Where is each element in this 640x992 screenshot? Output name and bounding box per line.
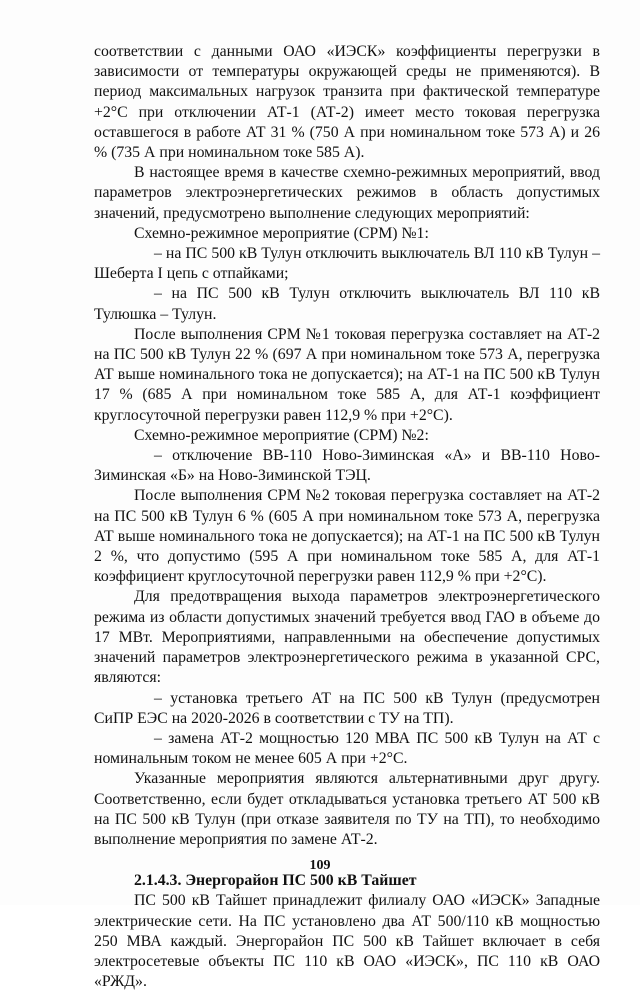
paragraph-5: Схемно-режимное мероприятие (СРМ) №2: (134, 426, 429, 444)
list-item-5: – замена АТ-2 мощностью 120 МВА ПС 500 кВ Тулун на АТ с номинальным током не менее 605 А при +2°С. (94, 729, 600, 768)
document-body (94, 42, 600, 992)
paragraph-7: Для предотвращения выхода параметров электроэнергетического режима из области допустимых значений требуется ввод ГАО в объеме до 17 МВт. Мероприятиями, направленными на обеспечение допустимых значений параметров электроэнергетического режима в указанной СРС, являются: (94, 588, 600, 687)
paragraph-3: Схемно-режимное мероприятие (СРМ) №1: (134, 224, 429, 242)
paragraph-8: Указанные мероприятия являются альтернативными друг другу. Соответственно, если будет откладываться установка третьего АТ 500 кВ на ПС 500 кВ Тулун (при отказе заявителя по ТУ на ТП), то необходимо выполнение мероприятия по замене АТ-2. (94, 770, 600, 848)
paragraph-1: соответствии с данными ОАО «ИЭСК» коэффициенты перегрузки в зависимости от температуры окружающей среды не применяются). В период максимальных нагрузок транзита при фактической температуре +2°С при отключении АТ-1 (АТ-2) имеет место токовая перегрузка оставшегося в работе АТ 31 % (750 А при номинальном токе 573 А) и 26 % (735 А при номинальном токе 585 А). (94, 43, 600, 162)
list-item-1: – на ПС 500 кВ Тулун отключить выключатель ВЛ 110 кВ Тулун – Шеберта I цепь с отпайками; (94, 245, 600, 283)
list-item-3: – отключение ВВ-110 Ново-Зиминская «А» и ВВ-110 Ново-Зиминская «Б» на Ново-Зиминской ТЭЦ. (94, 447, 600, 485)
paragraph-6: После выполнения СРМ №2 токовая перегрузка составляет на АТ-2 на ПС 500 кВ Тулун 6 % (605 А при номинальном токе 573 А, перегрузка АТ выше номинального тока не допускается); на АТ-1 на ПС 500 кВ Тулун 2 %, что допустимо (595 А при номинальном токе 585 А, для АТ-1 коэффициент круглосуточной перегрузки равен 112,9 % при +2°С). (94, 487, 600, 586)
paragraph-9: ПС 500 кВ Тайшет принадлежит филиалу ОАО «ИЭСК» Западные электрические сети. На ПС установлено два АТ 500/110 кВ мощностью 250 МВА каждый. Энергорайон ПС 500 кВ Тайшет включает в себя электросетевые объекты ПС 110 кВ ОАО «ИЭСК», ПС 110 кВ ОАО «РЖД». (94, 892, 600, 991)
list-item-2: – на ПС 500 кВ Тулун отключить выключатель ВЛ 110 кВ Тулюшка – Тулун. (94, 285, 600, 323)
list-item-4: – установка третьего АТ на ПС 500 кВ Тулун (предусмотрен СиПР ЕЭС на 2020-2026 в соответствии с ТУ на ТП). (94, 689, 600, 727)
paragraph-2: В настоящее время в качестве схемно-режимных мероприятий, ввод параметров электроэнергетических режимов в область допустимых значений, предусмотрено выполнение следующих мероприятий: (94, 164, 600, 222)
paragraph-4: После выполнения СРМ №1 токовая перегрузка составляет на АТ-2 на ПС 500 кВ Тулун 22 % (697 А при номинальном токе 573 А, перегрузка АТ выше номинального тока не допускается); на АТ-1 на ПС 500 кВ Тулун 17 % (685 А при номинальном токе 585 А, для АТ-1 коэффициент круглосуточной перегрузки равен 112,9 % при +2°С). (94, 325, 600, 424)
page-number: 109 (309, 858, 331, 873)
section-heading: 2.1.4.3. Энергорайон ПС 500 кВ Тайшет (134, 872, 417, 890)
